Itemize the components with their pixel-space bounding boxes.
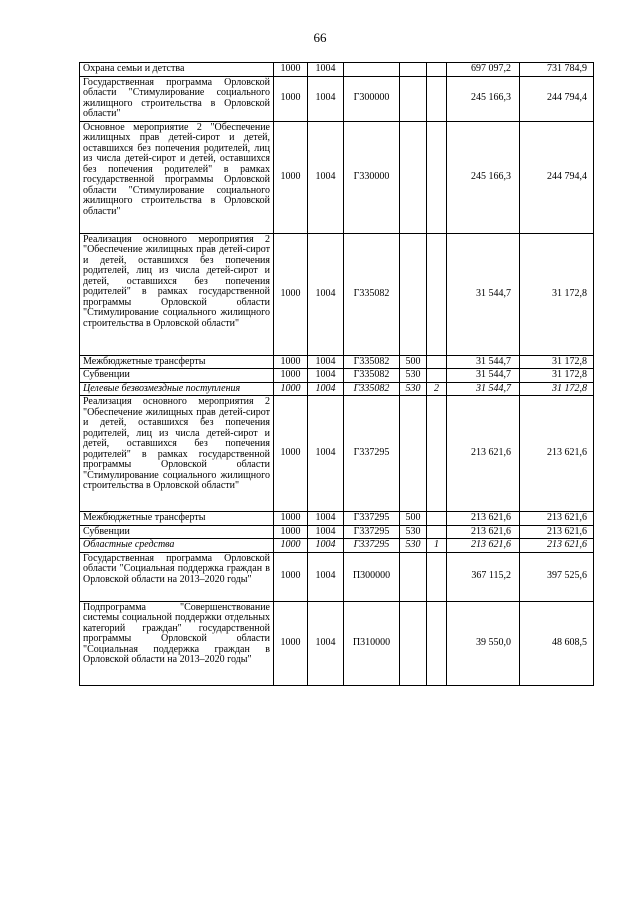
subsection-code-cell: 1004	[308, 76, 344, 121]
target-article-cell	[344, 63, 400, 77]
target-article-cell: Г335082	[344, 369, 400, 383]
funding-source-cell: 1	[427, 539, 447, 553]
amount-year-1-cell: 31 544,7	[447, 355, 520, 369]
funding-source-cell	[427, 396, 447, 512]
row-name-cell: Реализация основного мероприятия 2 "Обеспечение жилищных прав детей-сирот и детей, оставшихся без попечения родителей, лиц из числа детей-сирот и детей, оставшихся без попечения родителей" в рамках государственной программы Орловской области "Стимулирование социального жилищного строительства в Орловской области"	[80, 396, 274, 512]
subsection-code-cell: 1004	[308, 525, 344, 539]
table-row	[80, 512, 594, 526]
table-row	[80, 539, 594, 553]
amount-year-1-cell: 213 621,6	[447, 539, 520, 553]
subsection-code-cell: 1004	[308, 369, 344, 383]
section-code-cell: 1000	[274, 76, 308, 121]
expense-type-cell: 530	[400, 382, 427, 396]
funding-source-cell	[427, 512, 447, 526]
expense-type-cell	[400, 233, 427, 355]
subsection-code-cell: 1004	[308, 355, 344, 369]
funding-source-cell	[427, 355, 447, 369]
funding-source-cell	[427, 76, 447, 121]
section-code-cell: 1000	[274, 512, 308, 526]
section-code-cell: 1000	[274, 233, 308, 355]
expense-type-cell: 500	[400, 355, 427, 369]
expense-type-cell: 530	[400, 539, 427, 553]
funding-source-cell	[427, 552, 447, 601]
amount-year-1-cell: 213 621,6	[447, 396, 520, 512]
row-name-cell: Государственная программа Орловской области "Стимулирование социального жилищного строительства в Орловской области"	[80, 76, 274, 121]
subsection-code-cell: 1004	[308, 539, 344, 553]
row-name-cell: Государственная программа Орловской области "Социальная поддержка граждан в Орловской области на 2013–2020 годы"	[80, 552, 274, 601]
funding-source-cell: 2	[427, 382, 447, 396]
row-name-cell: Субвенции	[80, 369, 274, 383]
expense-type-cell	[400, 552, 427, 601]
amount-year-2-cell: 213 621,6	[520, 396, 594, 512]
amount-year-2-cell: 31 172,8	[520, 369, 594, 383]
subsection-code-cell: 1004	[308, 512, 344, 526]
section-code-cell: 1000	[274, 552, 308, 601]
table-row	[80, 382, 594, 396]
row-name-cell: Межбюджетные трансферты	[80, 512, 274, 526]
section-code-cell: 1000	[274, 601, 308, 685]
target-article-cell: Г300000	[344, 76, 400, 121]
amount-year-1-cell: 31 544,7	[447, 233, 520, 355]
row-name-cell: Межбюджетные трансферты	[80, 355, 274, 369]
amount-year-1-cell: 245 166,3	[447, 121, 520, 233]
table-row	[80, 601, 594, 685]
amount-year-2-cell: 31 172,8	[520, 382, 594, 396]
target-article-cell: Г335082	[344, 382, 400, 396]
table-row	[80, 369, 594, 383]
amount-year-2-cell: 31 172,8	[520, 233, 594, 355]
amount-year-2-cell: 31 172,8	[520, 355, 594, 369]
target-article-cell: Г337295	[344, 539, 400, 553]
target-article-cell: Г337295	[344, 525, 400, 539]
section-code-cell: 1000	[274, 355, 308, 369]
table-row	[80, 355, 594, 369]
expense-type-cell	[400, 63, 427, 77]
section-code-cell: 1000	[274, 396, 308, 512]
subsection-code-cell: 1004	[308, 601, 344, 685]
target-article-cell: Г335082	[344, 355, 400, 369]
amount-year-1-cell: 245 166,3	[447, 76, 520, 121]
funding-source-cell	[427, 525, 447, 539]
expense-type-cell	[400, 396, 427, 512]
budget-table	[79, 62, 594, 686]
row-name-cell: Охрана семьи и детства	[80, 63, 274, 77]
target-article-cell: Г330000	[344, 121, 400, 233]
table-row	[80, 76, 594, 121]
section-code-cell: 1000	[274, 369, 308, 383]
row-name-cell: Областные средства	[80, 539, 274, 553]
target-article-cell: Г335082	[344, 233, 400, 355]
amount-year-2-cell: 213 621,6	[520, 512, 594, 526]
amount-year-2-cell: 213 621,6	[520, 525, 594, 539]
table-row	[80, 396, 594, 512]
page-number: 66	[313, 30, 327, 45]
funding-source-cell	[427, 369, 447, 383]
expense-type-cell: 530	[400, 369, 427, 383]
subsection-code-cell: 1004	[308, 382, 344, 396]
table-row	[80, 525, 594, 539]
amount-year-1-cell: 367 115,2	[447, 552, 520, 601]
subsection-code-cell: 1004	[308, 233, 344, 355]
amount-year-1-cell: 31 544,7	[447, 382, 520, 396]
funding-source-cell	[427, 63, 447, 77]
amount-year-2-cell: 244 794,4	[520, 76, 594, 121]
table-row	[80, 121, 594, 233]
expense-type-cell: 530	[400, 525, 427, 539]
row-name-cell: Подпрограмма "Совершенствование системы социальной поддержки отдельных категорий граждан" государственной программы Орловской области "Социальная поддержка граждан в Орловской области на 2013–2020 годы"	[80, 601, 274, 685]
amount-year-1-cell: 213 621,6	[447, 512, 520, 526]
funding-source-cell	[427, 121, 447, 233]
section-code-cell: 1000	[274, 525, 308, 539]
funding-source-cell	[427, 601, 447, 685]
row-name-cell: Целевые безвозмездные поступления	[80, 382, 274, 396]
table-row	[80, 63, 594, 77]
amount-year-2-cell: 731 784,9	[520, 63, 594, 77]
section-code-cell: 1000	[274, 63, 308, 77]
subsection-code-cell: 1004	[308, 121, 344, 233]
subsection-code-cell: 1004	[308, 63, 344, 77]
section-code-cell: 1000	[274, 539, 308, 553]
amount-year-1-cell: 39 550,0	[447, 601, 520, 685]
row-name-cell: Основное мероприятие 2 "Обеспечение жилищных прав детей-сирот и детей, оставшихся без попечения родителей, лиц из числа детей-сирот и детей, оставшихся без попечения родителей" в рамках государственной программы Орловской области "Стимулирование социального жилищного строительства в Орловской области"	[80, 121, 274, 233]
target-article-cell: Г337295	[344, 512, 400, 526]
funding-source-cell	[427, 233, 447, 355]
amount-year-1-cell: 697 097,2	[447, 63, 520, 77]
expense-type-cell: 500	[400, 512, 427, 526]
subsection-code-cell: 1004	[308, 396, 344, 512]
section-code-cell: 1000	[274, 121, 308, 233]
amount-year-1-cell: 31 544,7	[447, 369, 520, 383]
amount-year-2-cell: 48 608,5	[520, 601, 594, 685]
row-name-cell: Реализация основного мероприятия 2 "Обеспечение жилищных прав детей-сирот и детей, оставшихся без попечения родителей, лиц из числа детей-сирот и детей, оставшихся без попечения родителей" в рамках государственной программы Орловской области "Стимулирование социального жилищного строительства в Орловской области"	[80, 233, 274, 355]
amount-year-2-cell: 213 621,6	[520, 539, 594, 553]
expense-type-cell	[400, 76, 427, 121]
table-row	[80, 552, 594, 601]
target-article-cell: П310000	[344, 601, 400, 685]
target-article-cell: Г337295	[344, 396, 400, 512]
expense-type-cell	[400, 601, 427, 685]
subsection-code-cell: 1004	[308, 552, 344, 601]
amount-year-2-cell: 244 794,4	[520, 121, 594, 233]
expense-type-cell	[400, 121, 427, 233]
target-article-cell: П300000	[344, 552, 400, 601]
amount-year-2-cell: 397 525,6	[520, 552, 594, 601]
section-code-cell: 1000	[274, 382, 308, 396]
amount-year-1-cell: 213 621,6	[447, 525, 520, 539]
row-name-cell: Субвенции	[80, 525, 274, 539]
table-row	[80, 233, 594, 355]
